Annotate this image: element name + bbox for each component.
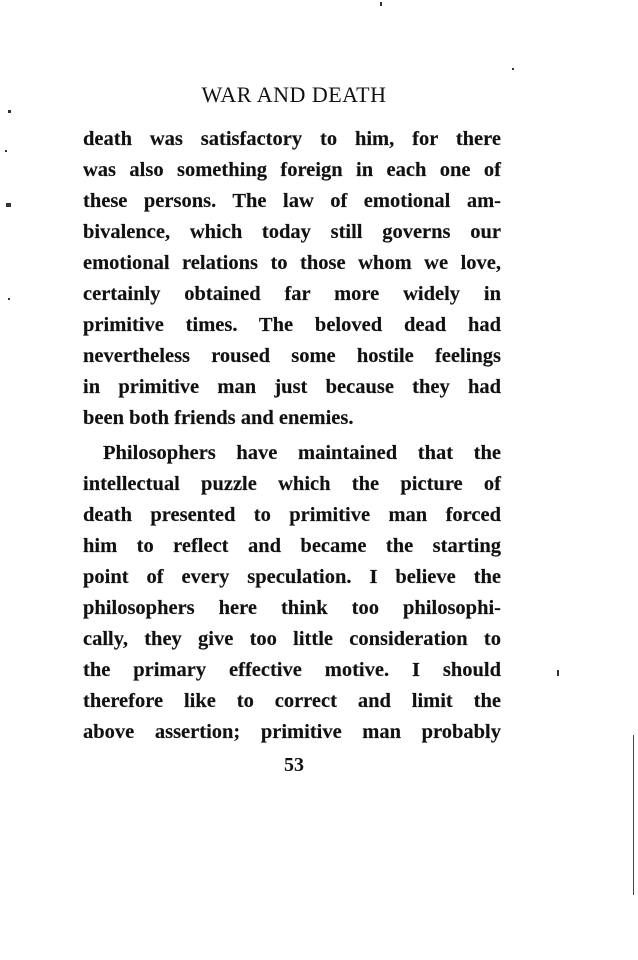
text-line: above assertion; primitive man probably [83,721,501,743]
text-line: philosophers here think too philosophi- [83,597,501,619]
text-line: point of every speculation. I believe the [83,566,501,588]
text-line: in primitive man just because they had [83,376,501,398]
scan-speck [512,68,514,70]
text-line: the primary effective motive. I should [83,659,501,681]
text-line: these persons. The law of emotional am- [83,190,501,212]
scan-speck [6,203,11,207]
scan-edge-line [633,735,634,895]
scan-speck [8,298,10,300]
text-line: cally, they give too little consideration to [83,628,501,650]
text-line: intellectual puzzle which the picture of [83,473,501,495]
text-line: been both friends and enemies. [83,407,354,429]
text-line: bivalence, which today still governs our [83,221,501,243]
running-title: WAR AND DEATH [201,82,387,107]
text-line: primitive times. The beloved dead had [83,314,501,336]
paragraph [83,124,501,434]
text-line: was also something foreign in each one of [83,159,501,181]
body-text [83,124,501,748]
text-line: him to reflect and became the starting [83,535,501,557]
text-line: certainly obtained far more widely in [83,283,501,305]
text-line: emotional relations to those whom we love, [83,252,501,274]
text-line: death presented to primitive man forced [83,504,501,526]
scan-speck [557,670,559,676]
scan-speck [380,2,382,6]
page-number: 53 [284,754,304,776]
paragraph [83,438,501,748]
text-line: Philosophers have maintained that the [103,442,501,464]
text-line: therefore like to correct and limit the [83,690,501,712]
text-line: nevertheless roused some hostile feelings [83,345,501,367]
scan-speck [8,110,11,113]
scan-speck [5,150,7,152]
text-line: death was satisfactory to him, for there [83,128,501,150]
